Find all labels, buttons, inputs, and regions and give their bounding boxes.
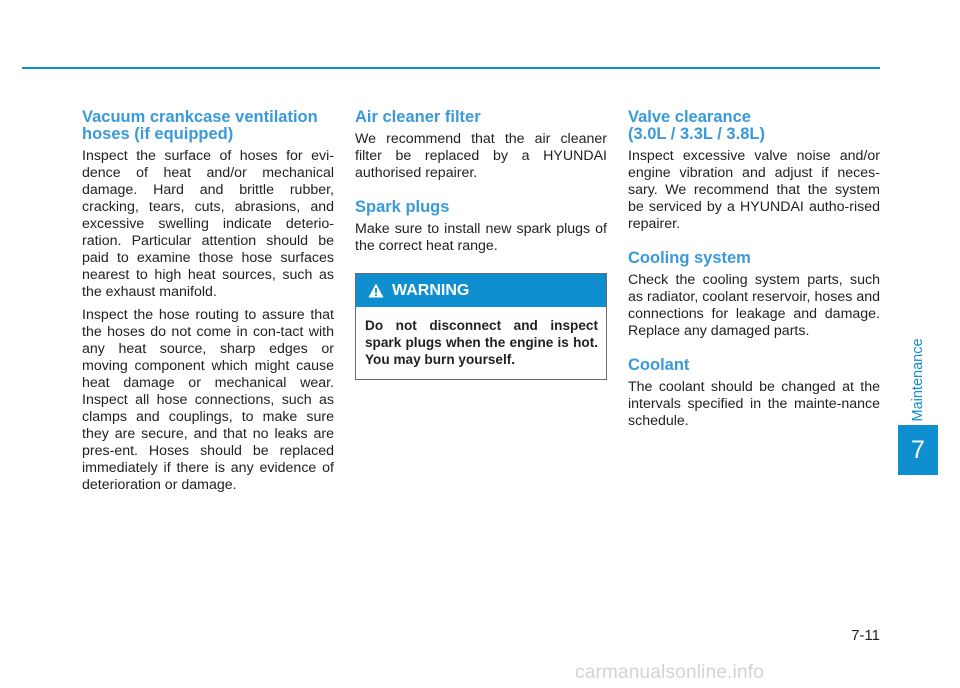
cooling-system-heading: Cooling system <box>628 249 751 267</box>
warning-label: WARNING <box>392 281 470 299</box>
warning-triangle-icon <box>368 283 384 298</box>
vacuum-hoses-paragraph-2: Inspect the hose routing to assure that the hoses do not come in con-tact with any heat source, sharp edges or moving component which might cause heat damage or mechanical wear. Inspect all hose connections, such as clamps and couplings, to make sure they are secure, and that no leaks are pres-ent. Hoses should be replaced immediately if there is any evidence of deterioration or damage. <box>82 307 334 493</box>
warning-box <box>355 273 607 380</box>
chapter-number: 7 <box>911 435 925 464</box>
column-2 <box>355 109 607 380</box>
section-side-label: Maintenance <box>910 338 926 422</box>
spark-plugs-paragraph: Make sure to install new spark plugs of the correct heat range. <box>355 221 607 254</box>
coolant-paragraph: The coolant should be changed at the intervals specified in the mainte-nance schedule. <box>628 379 880 429</box>
chapter-tab[interactable] <box>898 425 938 475</box>
page-number: 7-11 <box>851 627 880 644</box>
vacuum-hoses-heading-line2: hoses (if equipped) <box>82 125 234 143</box>
valve-clearance-heading-line1: Valve clearance <box>628 108 751 126</box>
watermark: carmanualsonline.info <box>575 662 765 683</box>
valve-clearance-heading <box>628 109 880 143</box>
vacuum-hoses-heading-line1: Vacuum crankcase ventilation <box>82 108 318 126</box>
spark-plugs-heading: Spark plugs <box>355 198 450 216</box>
valve-clearance-paragraph: Inspect excessive valve noise and/or engine vibration and adjust if neces-sary. We recommend that the system be serviced by a HYUNDAI autho-rised repairer. <box>628 148 880 232</box>
top-rule <box>22 67 880 69</box>
coolant-heading: Coolant <box>628 356 690 374</box>
valve-clearance-heading-line2: (3.0L / 3.3L / 3.8L) <box>628 125 765 143</box>
column-3 <box>628 109 880 436</box>
air-cleaner-paragraph: We recommend that the air cleaner filter be replaced by a HYUNDAI authorised repairer. <box>355 131 607 181</box>
warning-text: Do not disconnect and inspect spark plugs when the engine is hot. You may burn yourself. <box>365 318 598 367</box>
warning-header <box>356 274 606 307</box>
air-cleaner-heading: Air cleaner filter <box>355 108 481 126</box>
vacuum-hoses-heading <box>82 109 334 143</box>
vacuum-hoses-paragraph-1: Inspect the surface of hoses for evi-dence of heat and/or mechanical damage. Hard and brittle rubber, cracking, tears, cuts, abrasions, and excessive swelling indicate deterio-ration. Particular attention should be paid to examine those hose surfaces nearest to high heat sources, such as the exhaust manifold. <box>82 148 334 300</box>
cooling-system-paragraph: Check the cooling system parts, such as radiator, coolant reservoir, hoses and connections for leakage and damage. Replace any damaged parts. <box>628 272 880 339</box>
column-1 <box>82 109 334 500</box>
